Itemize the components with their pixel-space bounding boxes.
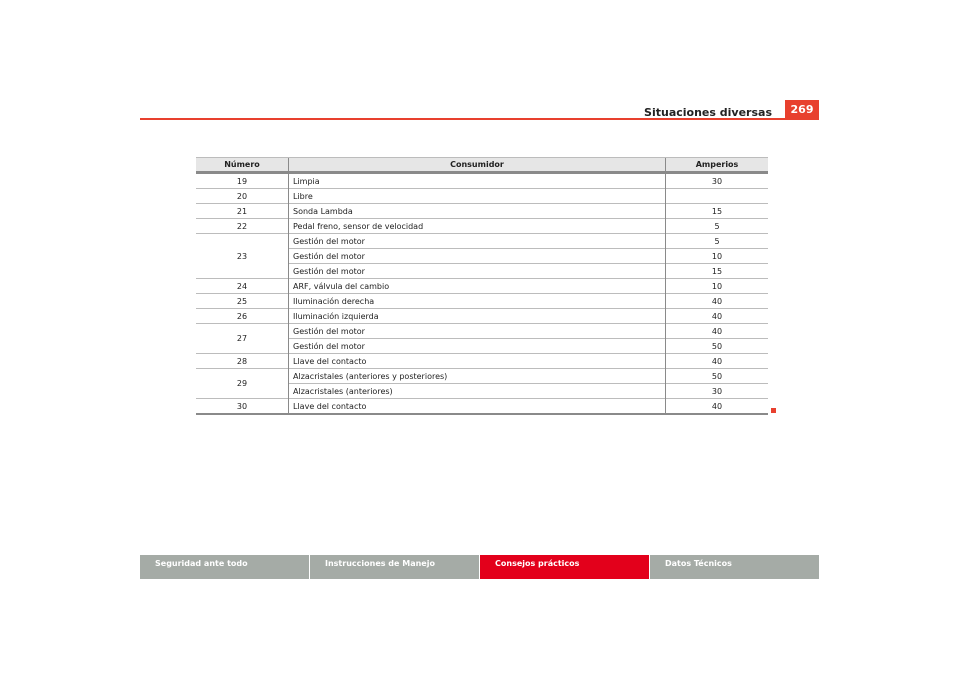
table-row [196,399,768,415]
fuse-consumer: Iluminación derecha [289,294,666,309]
fuse-consumer: Alzacristales (anteriores y posteriores) [289,369,666,384]
fuse-amperes: 5 [666,234,769,249]
fuse-consumer: Pedal freno, sensor de velocidad [289,219,666,234]
section-title: Situaciones diversas [644,106,772,119]
fuse-amperes: 5 [666,219,769,234]
fuse-amperes: 40 [666,324,769,339]
fuse-amperes: 30 [666,384,769,399]
fuse-amperes: 40 [666,294,769,309]
column-header-amperes: Amperios [666,158,769,173]
table-row [196,294,768,309]
table-row [196,204,768,219]
fuse-consumer: Limpia [289,173,666,189]
page-number: 269 [785,100,819,118]
fuse-consumer: Sonda Lambda [289,204,666,219]
fuse-consumer: Libre [289,189,666,204]
fuse-number: 20 [196,189,289,204]
table-row [196,173,768,189]
end-of-section-square-icon [771,408,776,413]
footer-tab-seguridad[interactable]: Seguridad ante todo [140,555,309,579]
fuse-amperes: 50 [666,369,769,384]
fuse-number: 30 [196,399,289,415]
fuse-amperes: 40 [666,399,769,415]
fuse-amperes: 10 [666,249,769,264]
fuse-table [196,157,768,415]
table-row [196,189,768,204]
footer-nav [140,555,819,579]
table-row [196,324,768,339]
fuse-consumer: Gestión del motor [289,324,666,339]
table-row [196,369,768,384]
fuse-number: 21 [196,204,289,219]
fuse-consumer: Gestión del motor [289,234,666,249]
table-row [196,309,768,324]
table-row [196,219,768,234]
fuse-consumer: Gestión del motor [289,264,666,279]
fuse-number: 25 [196,294,289,309]
fuse-amperes: 40 [666,354,769,369]
column-header-consumer: Consumidor [289,158,666,173]
table-row [196,279,768,294]
fuse-number: 19 [236,176,248,186]
fuse-consumer: Llave del contacto [289,399,666,415]
fuse-amperes [666,189,769,204]
column-header-number: Número [196,158,289,173]
fuse-amperes: 50 [666,339,769,354]
fuse-amperes: 40 [666,309,769,324]
table-row [196,354,768,369]
fuse-consumer: Gestión del motor [289,339,666,354]
fuse-consumer: Alzacristales (anteriores) [289,384,666,399]
fuse-number: 26 [196,309,289,324]
fuse-amperes: 15 [666,264,769,279]
fuse-number: 22 [196,219,289,234]
fuse-amperes: 10 [666,279,769,294]
table-row [196,234,768,249]
fuse-amperes: 30 [666,173,769,189]
fuse-number: 24 [196,279,289,294]
fuse-amperes: 15 [666,204,769,219]
footer-tab-datos[interactable]: Datos Técnicos [650,555,819,579]
fuse-number: 28 [196,354,289,369]
fuse-consumer: ARF, válvula del cambio [289,279,666,294]
fuse-consumer: Gestión del motor [289,249,666,264]
fuse-number: 23 [196,234,289,279]
footer-tab-consejos-active[interactable]: Consejos prácticos [480,555,649,579]
footer-tab-instrucciones[interactable]: Instrucciones de Manejo [310,555,479,579]
fuse-consumer: Iluminación izquierda [289,309,666,324]
fuse-number: 29 [196,369,289,399]
fuse-number: 27 [196,324,289,354]
table-header-row [196,158,768,173]
fuse-consumer: Llave del contacto [289,354,666,369]
